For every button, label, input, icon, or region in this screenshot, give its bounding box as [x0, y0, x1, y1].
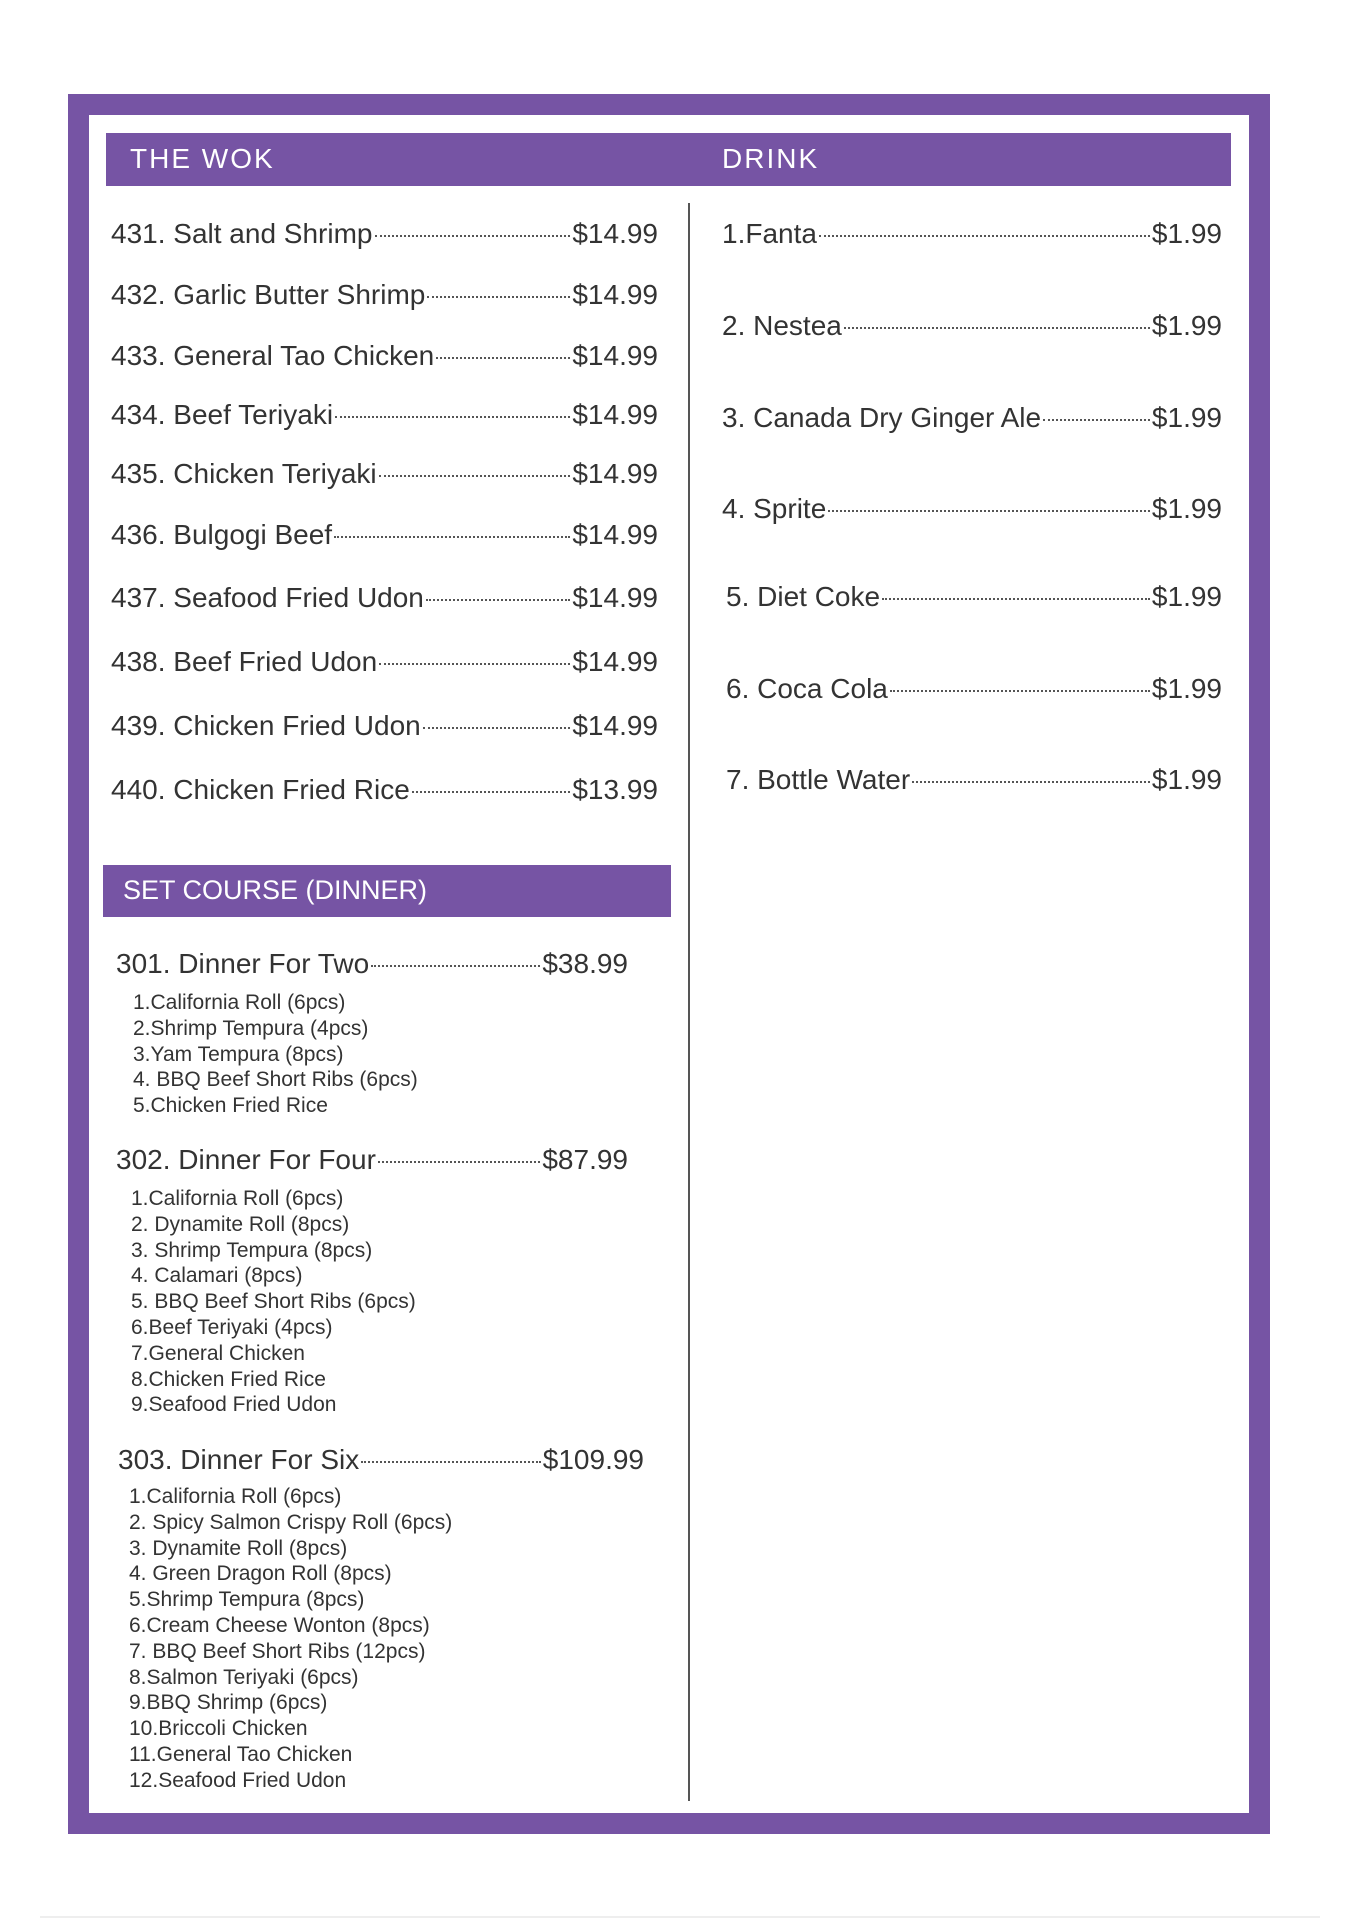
list-item: 8.Salmon Teriyaki (6pcs): [129, 1665, 359, 1689]
list-item: 12.Seafood Fried Udon: [129, 1768, 347, 1792]
menu-item: 436. Bulgogi Beef $14.99: [111, 519, 658, 550]
list-item: 4. BBQ Beef Short Ribs (6pcs): [133, 1068, 418, 1092]
list-item: 1.California Roll (6pcs): [131, 1187, 344, 1210]
list-item: 2.Shrimp Tempura (4pcs): [133, 1016, 369, 1040]
menu-item: 431. Salt and Shrimp $14.99: [111, 218, 658, 249]
list-item: 5.Chicken Fried Rice: [133, 1094, 328, 1118]
course-item-list: [131, 1186, 416, 1418]
course-title-row: 301. Dinner For Two $38.99: [116, 948, 628, 979]
list-item: 3. Dynamite Roll (8pcs): [129, 1536, 348, 1560]
list-item: 5. BBQ Beef Short Ribs (6pcs): [131, 1290, 416, 1314]
menu-item: 437. Seafood Fried Udon $14.99: [111, 582, 658, 613]
course-title-row: 302. Dinner For Four $87.99: [116, 1144, 628, 1175]
set-course-title: SET COURSE (DINNER): [123, 875, 428, 905]
course-item-list: [133, 990, 418, 1119]
list-item: 7.General Chicken: [131, 1341, 305, 1365]
list-item: 8.Chicken Fried Rice: [131, 1367, 326, 1391]
section-header-bar: [106, 133, 1231, 186]
menu-item: 438. Beef Fried Udon $14.99: [111, 646, 658, 677]
wok-title: THE WOK: [130, 143, 275, 174]
menu-item: 433. General Tao Chicken $14.99: [111, 340, 658, 371]
list-item: 6.Beef Teriyaki (4pcs): [131, 1315, 333, 1339]
course-title-row: 303. Dinner For Six $109.99: [118, 1444, 644, 1475]
list-item: 7. BBQ Beef Short Ribs (12pcs): [129, 1639, 426, 1663]
course-item-list: [129, 1484, 452, 1794]
menu-item: 434. Beef Teriyaki $14.99: [111, 399, 658, 430]
menu-item: 439. Chicken Fried Udon $14.99: [111, 710, 658, 741]
drink-item: 7. Bottle Water $1.99: [726, 764, 1222, 795]
list-item: 1.California Roll (6pcs): [133, 991, 346, 1014]
list-item: 2. Dynamite Roll (8pcs): [131, 1212, 350, 1236]
list-item: 4. Green Dragon Roll (8pcs): [129, 1562, 392, 1586]
list-item: 1.California Roll (6pcs): [129, 1485, 342, 1508]
list-item: 5.Shrimp Tempura (8pcs): [129, 1588, 365, 1612]
list-item: 2. Spicy Salmon Crispy Roll (6pcs): [129, 1510, 453, 1534]
drink-title: DRINK: [722, 143, 820, 174]
list-item: 6.Cream Cheese Wonton (8pcs): [129, 1613, 430, 1637]
list-item: 3.Yam Tempura (8pcs): [133, 1042, 344, 1066]
list-item: 3. Shrimp Tempura (8pcs): [131, 1238, 373, 1262]
drink-item: 6. Coca Cola $1.99: [726, 673, 1222, 704]
list-item: 4. Calamari (8pcs): [131, 1264, 303, 1288]
column-divider: [688, 203, 690, 1801]
list-item: 9.Seafood Fried Udon: [131, 1393, 337, 1417]
set-course-header: [103, 865, 671, 917]
list-item: 11.General Tao Chicken: [129, 1742, 353, 1766]
menu-item: 435. Chicken Teriyaki $14.99: [111, 458, 658, 489]
menu-item: 432. Garlic Butter Shrimp $14.99: [111, 279, 658, 310]
drink-item: 3. Canada Dry Ginger Ale $1.99: [722, 402, 1222, 433]
drink-item: 4. Sprite $1.99: [722, 493, 1222, 524]
drink-item: 5. Diet Coke $1.99: [726, 581, 1222, 612]
drink-item: 1.Fanta $1.99: [722, 218, 1222, 249]
drink-item: 2. Nestea $1.99: [722, 310, 1222, 341]
page-bottom-divider: [40, 1916, 1320, 1918]
menu-item: 440. Chicken Fried Rice $13.99: [111, 774, 658, 805]
list-item: 9.BBQ Shrimp (6pcs): [129, 1691, 328, 1715]
list-item: 10.Briccoli Chicken: [129, 1717, 308, 1741]
